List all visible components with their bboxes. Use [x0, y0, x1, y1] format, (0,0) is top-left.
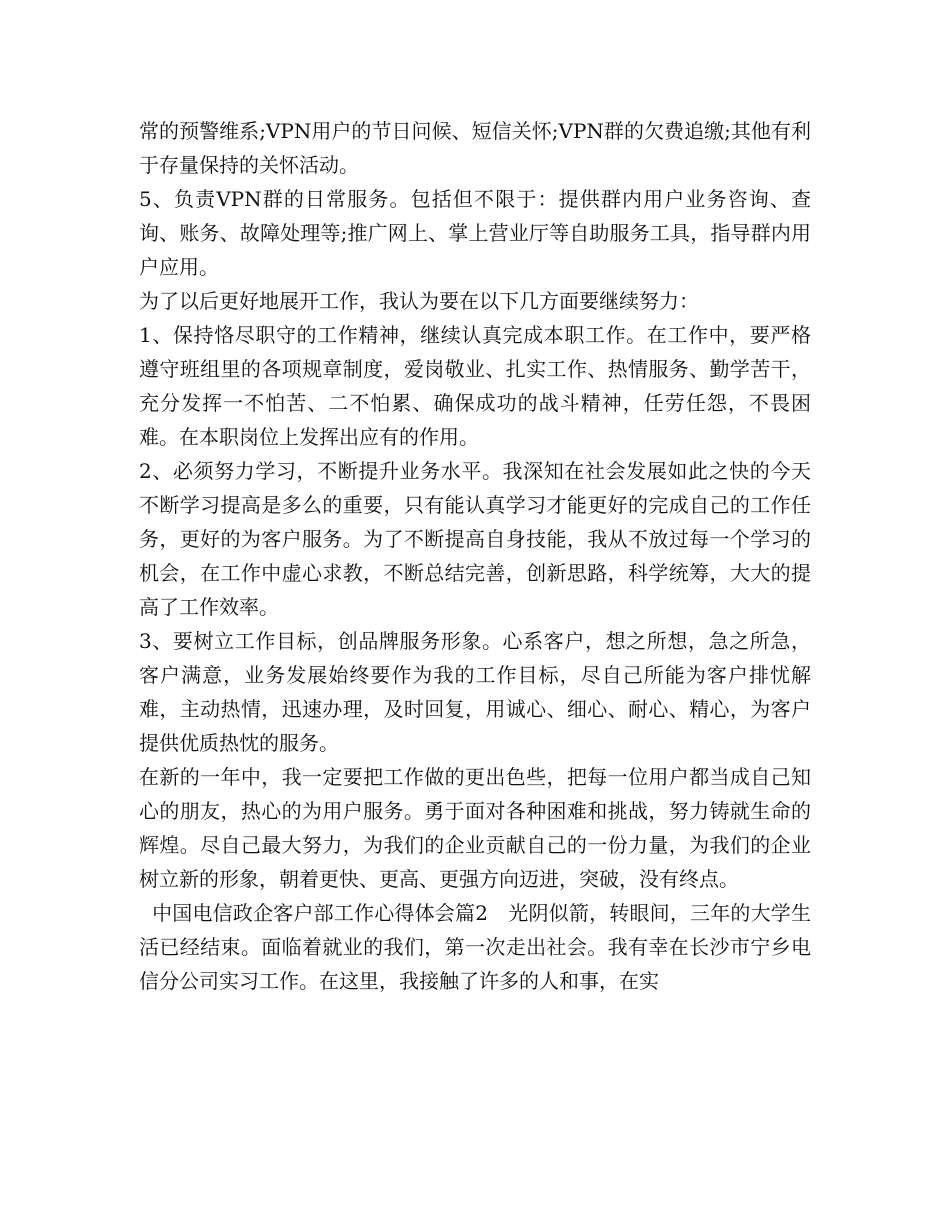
paragraph-item-5-vpn-service: 5、负责VPN群的日常服务。包括但不限于：提供群内用户业务咨询、查询、账务、故障处理等;推广网上、掌上营业厅等自助服务工具，指导群内用户应用。	[139, 187, 811, 279]
paragraph-new-year: 在新的一年中，我一定要把工作做的更出色些，把每一位用户都当成自己知心的朋友，热心的为用户服务。勇于面对各种困难和挑战，努力铸就生命的辉煌。尽自己最大努力，为我们的企业贡献自己的一份力量，为我们的企业树立新的形象，朝着更快、更高、更强方向迈进，突破，没有终点。	[139, 765, 811, 891]
paragraph-improvement-intro: 为了以后更好地展开工作，我认为要在以下几方面要继续努力：	[139, 289, 699, 313]
paragraph-item-2-learning: 2、必须努力学习，不断提升业务水平。我深知在社会发展如此之快的今天不断学习提高是多么的重要，只有能认真学习才能更好的完成自己的工作任务，更好的为客户服务。为了不断提高自身技能，我从不放过每一个学习的机会，在工作中虚心求教，不断总结完善，创新思路，科学统筹，大大的提高了工作效率。	[139, 459, 811, 619]
paragraph-item-1-dedication: 1、保持恪尽职守的工作精神，继续认真完成本职工作。在工作中，要严格遵守班组里的各项规章制度，爱岗敬业、扎实工作、热情服务、勤学苦干，充分发挥一不怕苦、二不怕累、确保成功的战斗精神，任劳任怨，不畏困难。在本职岗位上发挥出应有的作用。	[139, 323, 811, 449]
document-body	[139, 114, 811, 998]
paragraph-article-2-start: 中国电信政企客户部工作心得体会篇2 光阴似箭，转眼间，三年的大学生活已经结束。面临着就业的我们，第一次走出社会。我有幸在长沙市宁乡电信分公司实习工作。在这里，我接触了许多的人和事，在实	[139, 901, 811, 993]
paragraph-customer-care: 常的预警维系;VPN用户的节日问候、短信关怀;VPN群的欠费追缴;其他有利于存量保持的关怀活动。	[139, 119, 811, 177]
paragraph-item-3-goals: 3、要树立工作目标，创品牌服务形象。心系客户，想之所想，急之所急，客户满意，业务发展始终要作为我的工作目标，尽自己所能为客户排忧解难，主动热情，迅速办理，及时回复，用诚心、细心、耐心、精心，为客户提供优质热忱的服务。	[139, 629, 811, 755]
